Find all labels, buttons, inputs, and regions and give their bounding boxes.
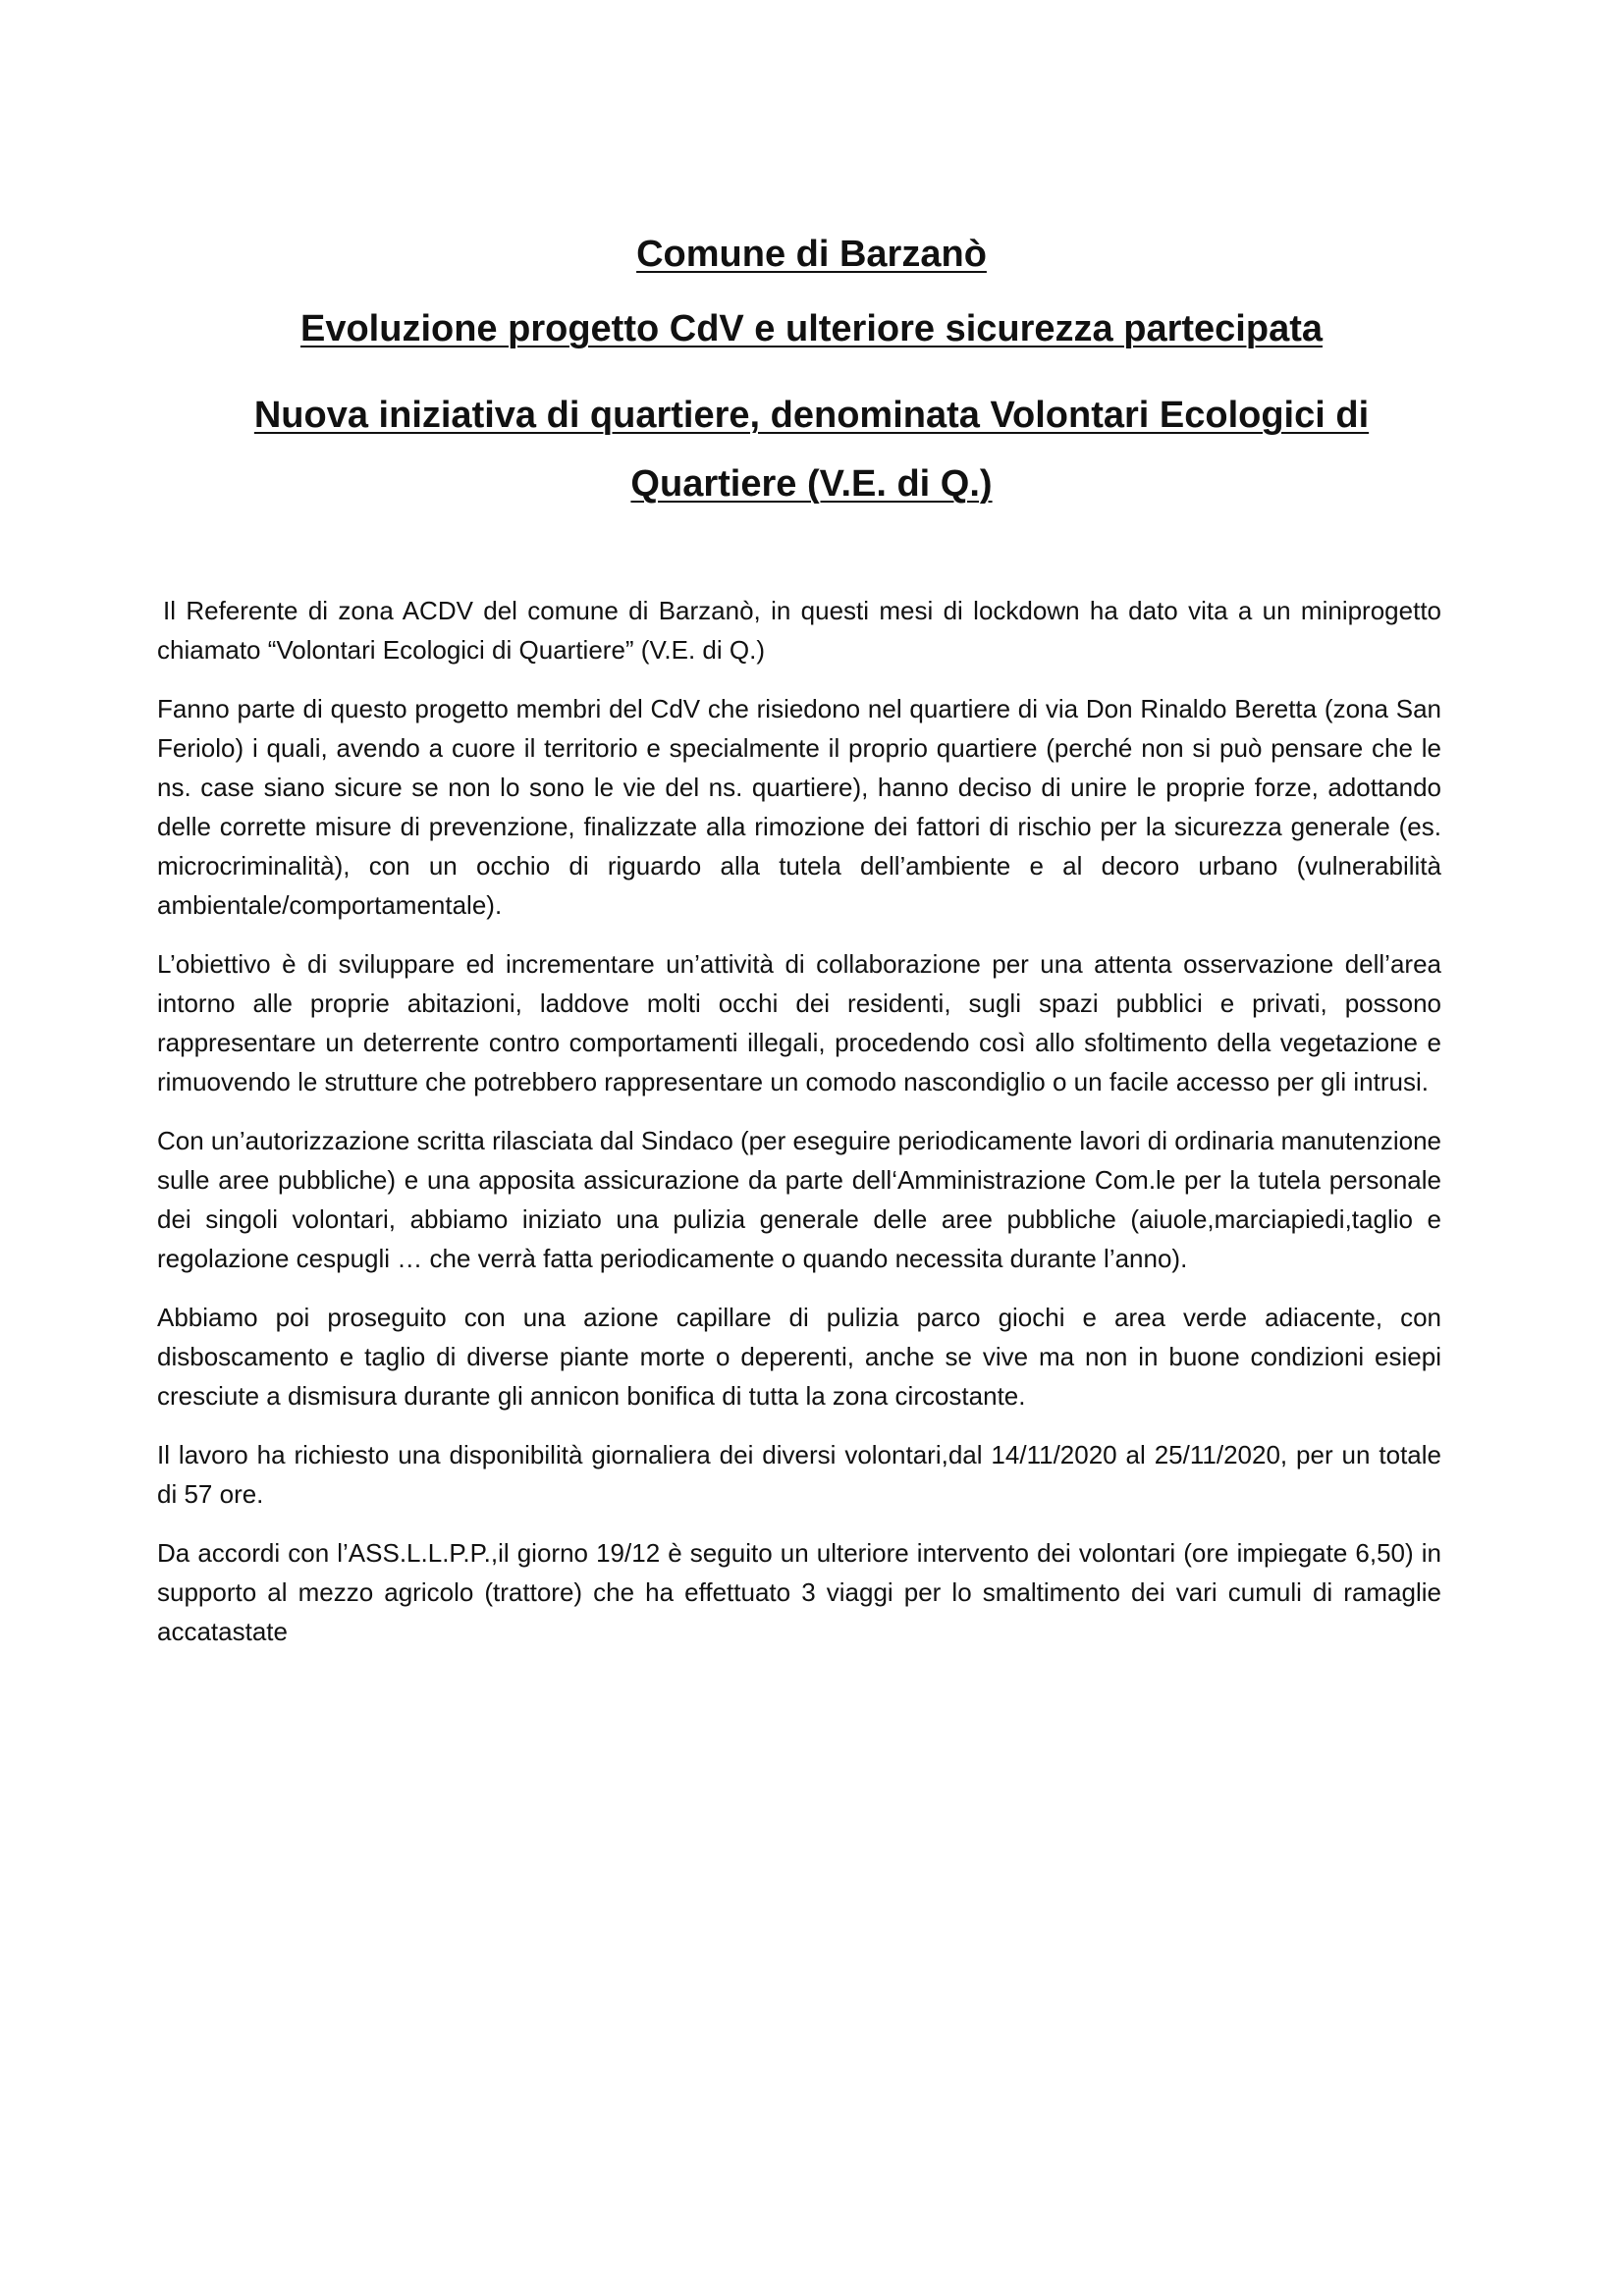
paragraph-ore-lavoro: Il lavoro ha richiesto una disponibilità giornaliera dei diversi volontari,dal 14/11/2020 al 25/11/2020, per un totale di 57 ore.: [157, 1440, 1441, 1509]
paragraph-membri: Fanno parte di questo progetto membri del CdV che risiedono nel quartiere di via Don Rinaldo Beretta (zona San Feriolo) i quali, avendo a cuore il territorio e specialmente il proprio quartiere (perché non si può pensare che le ns. case siano sicure se non lo sono le vie del ns. quartiere), hanno deciso di unire le proprie forze, adottando delle corrette misure di prevenzione, finalizzate alla rimozione dei fattori di rischio per la sicurezza generale (es. microcriminalità), con un occhio di riguardo alla tutela dell’ambiente e al decoro urbano (vulnerabilità ambientale/comportamentale).: [157, 694, 1441, 920]
paragraph-intervento-trattore: Da accordi con l’ASS.L.L.P.P.,il giorno 19/12 è seguito un ulteriore intervento dei volontari (ore impiegate 6,50) in supporto al mezzo agricolo (trattore) che ha effettuato 3 viaggi per lo smaltimento dei vari cumuli di ramaglie accatastate: [157, 1538, 1441, 1646]
paragraph-autorizzazione: Con un’autorizzazione scritta rilasciata dal Sindaco (per eseguire periodicamente lavori di ordinaria manutenzione sulle aree pubbliche) e una apposita assicurazione da parte dell‘Amministrazione Com.le per la tutela personale dei singoli volontari, abbiamo iniziato una pulizia generale delle aree pubbliche (aiuole,marciapiedi,taglio e regolazione cespugli … che verrà fatta periodicamente o quando necessita durante l’anno).: [157, 1126, 1441, 1273]
title-block: [0, 232, 1623, 518]
paragraph-obiettivo: L’obiettivo è di sviluppare ed incrementare un’attività di collaborazione per una attenta osservazione dell’area intorno alle proprie abitazioni, laddove molti occhi dei residenti, sugli spazi pubblici e privati, possono rappresentare un deterrente contro comportamenti illegali, procedendo così allo sfoltimento della vegetazione e rimuovendo le strutture che potrebbero rappresentare un comodo nascondiglio o un facile accesso per gli intrusi.: [157, 949, 1441, 1096]
title-comune: Comune di Barzanò: [636, 234, 987, 275]
paragraph-pulizia-parco: Abbiamo poi proseguito con una azione capillare di pulizia parco giochi e area verde adiacente, con disboscamento e taglio di diverse piante morte o deperenti, anche se vive ma non in buone condizioni esiepi cresciute a dismisura durante gli annicon bonifica di tutta la zona circostante.: [157, 1303, 1441, 1411]
paragraph-intro: Il Referente di zona ACDV del comune di Barzanò, in questi mesi di lockdown ha dato vita a un miniprogetto chiamato “Volontari Ecologici di Quartiere” (V.E. di Q.): [157, 596, 1441, 665]
body-text: [157, 591, 1441, 1671]
title-iniziativa: Nuova iniziativa di quartiere, denominata Volontari Ecologici di Quartiere (V.E. di Q.): [253, 395, 1370, 505]
title-evoluzione: Evoluzione progetto CdV e ulteriore sicurezza partecipata: [299, 308, 1323, 349]
